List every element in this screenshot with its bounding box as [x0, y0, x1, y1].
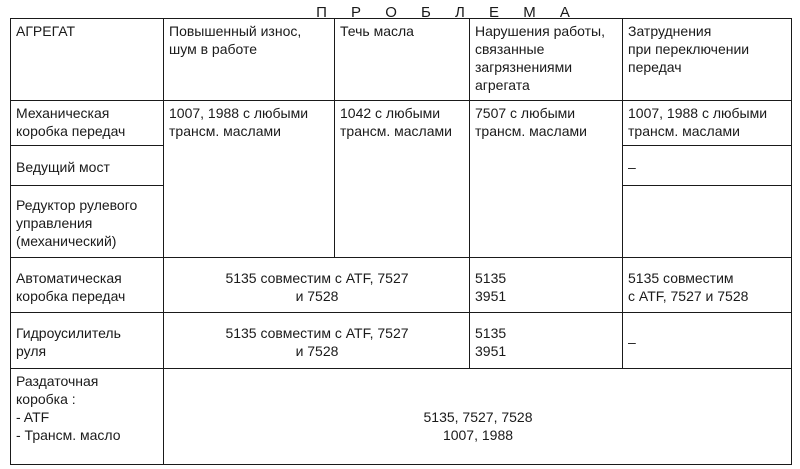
header-shifting-difficulty: Затруднения при переключении передач — [623, 19, 792, 101]
table-row — [11, 313, 792, 369]
header-contamination: Нарушения работы, связанные загрязнениями агрегата — [470, 19, 623, 101]
table-row — [11, 369, 792, 465]
cell-transfer-case-values — [164, 369, 792, 465]
transfer-case-atf-value: 5135, 7527, 7528 — [423, 409, 533, 425]
cell-manual-contamination: 7507 с любыми трансм. маслами — [470, 101, 623, 258]
row-label-power-steering: Гидроусилитель руля — [11, 313, 164, 369]
oil-compatibility-table — [10, 18, 792, 465]
table-title: П Р О Б Л Е М А — [316, 4, 580, 21]
table-row — [11, 258, 792, 313]
header-aggregate: АГРЕГАТ — [11, 19, 164, 101]
cell-automatic-shifting: 5135 совместим с ATF, 7527 и 7528 — [623, 258, 792, 313]
cell-automatic-contamination: 5135 3951 — [470, 258, 623, 313]
header-oil-leak: Течь масла — [335, 19, 470, 101]
header-wear-noise: Повышенный износ, шум в работе — [164, 19, 335, 101]
cell-manual-leak: 1042 с любыми трансм. маслами — [335, 101, 470, 258]
transfer-case-oil-value: 1007, 1988 — [442, 427, 514, 443]
cell-manual-shifting: 1007, 1988 с любыми трансм. маслами — [623, 101, 792, 146]
row-label-automatic-gearbox: Автоматическая коробка передач — [11, 258, 164, 313]
cell-steering-shifting-empty — [623, 186, 792, 258]
cell-power-steering-shifting: – — [623, 313, 792, 369]
cell-axle-shifting: – — [623, 146, 792, 186]
table-row — [11, 101, 792, 146]
row-label-drive-axle: Ведущий мост — [11, 146, 164, 186]
transfer-case-atf-label: - ATF — [16, 409, 50, 425]
row-label-steering-gear: Редуктор рулевого управления (механический) — [11, 186, 164, 258]
row-label-transfer-case — [11, 369, 164, 465]
cell-manual-wear: 1007, 1988 с любыми трансм. маслами — [164, 101, 335, 258]
cell-automatic-wear-leak: 5135 совместим с ATF, 7527 и 7528 — [164, 258, 470, 313]
transfer-case-oil-label: - Трансм. масло — [16, 427, 121, 443]
cell-power-steering-contamination: 5135 3951 — [470, 313, 623, 369]
transfer-case-label: Раздаточная коробка : — [16, 373, 99, 407]
cell-power-steering-wear-leak: 5135 совместим с ATF, 7527 и 7528 — [164, 313, 470, 369]
header-row — [11, 19, 792, 101]
row-label-manual-gearbox: Механическая коробка передач — [11, 101, 164, 146]
